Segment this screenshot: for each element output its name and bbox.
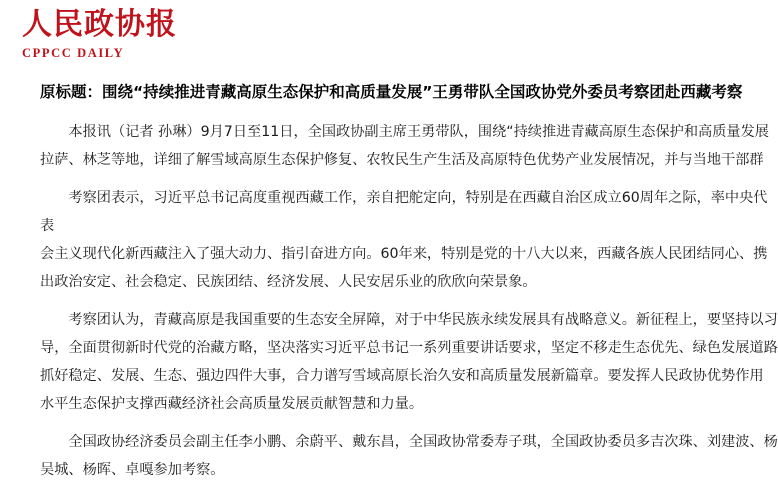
article-body <box>40 80 778 494</box>
article-paragraph: 水平生态保护支撑西藏经济社会高质量发展贡献智慧和力量。 <box>40 396 424 412</box>
article-paragraph: 吴城、杨晖、卓嘎参加考察。 <box>40 462 225 478</box>
article-headline: 原标题：围绕“持续推进青藏高原生态保护和高质量发展”王勇带队全国政协党外委员考察团赴西藏考察 <box>40 83 743 101</box>
article-paragraph: 出政治安定、社会稳定、民族团结、经济发展、人民安居乐业的欣欣向荣景象。 <box>40 274 537 290</box>
article-paragraph: 拉萨、林芝等地，详细了解雪域高原生态保护修复、农牧民生产生活及高原特色优势产业发展情况，并与当地干部群 <box>40 152 764 168</box>
masthead-subtitle: CPPCC DAILY <box>22 46 125 60</box>
masthead-logo-text: 人民政协报 <box>22 7 177 42</box>
article-paragraphs <box>40 118 778 484</box>
article-paragraph: 考察团表示，习近平总书记高度重视西藏工作，亲自把舵定向，特别是在西藏自治区成立60周年之际，率中央代表 <box>40 190 768 234</box>
article-paragraph: 考察团认为，青藏高原是我国重要的生态安全屏障，对于中华民族永续发展具有战略意义。新征程上，要坚持以习 <box>68 312 778 328</box>
article-paragraph: 本报讯（记者 孙琳）9月7日至11日，全国政协副主席王勇带队，围绕“持续推进青藏高原生态保护和高质量发展 <box>68 124 769 140</box>
article-paragraph: 会主义现代化新西藏注入了强大动力、指引奋进方向。60年来，特别是党的十八大以来，西藏各族人民团结同心、携 <box>40 246 768 262</box>
article-paragraph: 抓好稳定、发展、生态、强边四件大事，合力谱写雪域高原长治久安和高质量发展新篇章。要发挥人民政协优势作用 <box>40 368 764 384</box>
article-paragraph: 全国政协经济委员会副主任李小鹏、余蔚平、戴东昌，全国政协常委寿子琪，全国政协委员多吉次珠、刘建波、杨 <box>68 434 778 450</box>
masthead <box>22 8 182 61</box>
article-paragraph: 导，全面贯彻新时代党的治藏方略，坚决落实习近平总书记一系列重要讲话要求，坚定不移走生态优先、绿色发展道路 <box>40 340 778 356</box>
